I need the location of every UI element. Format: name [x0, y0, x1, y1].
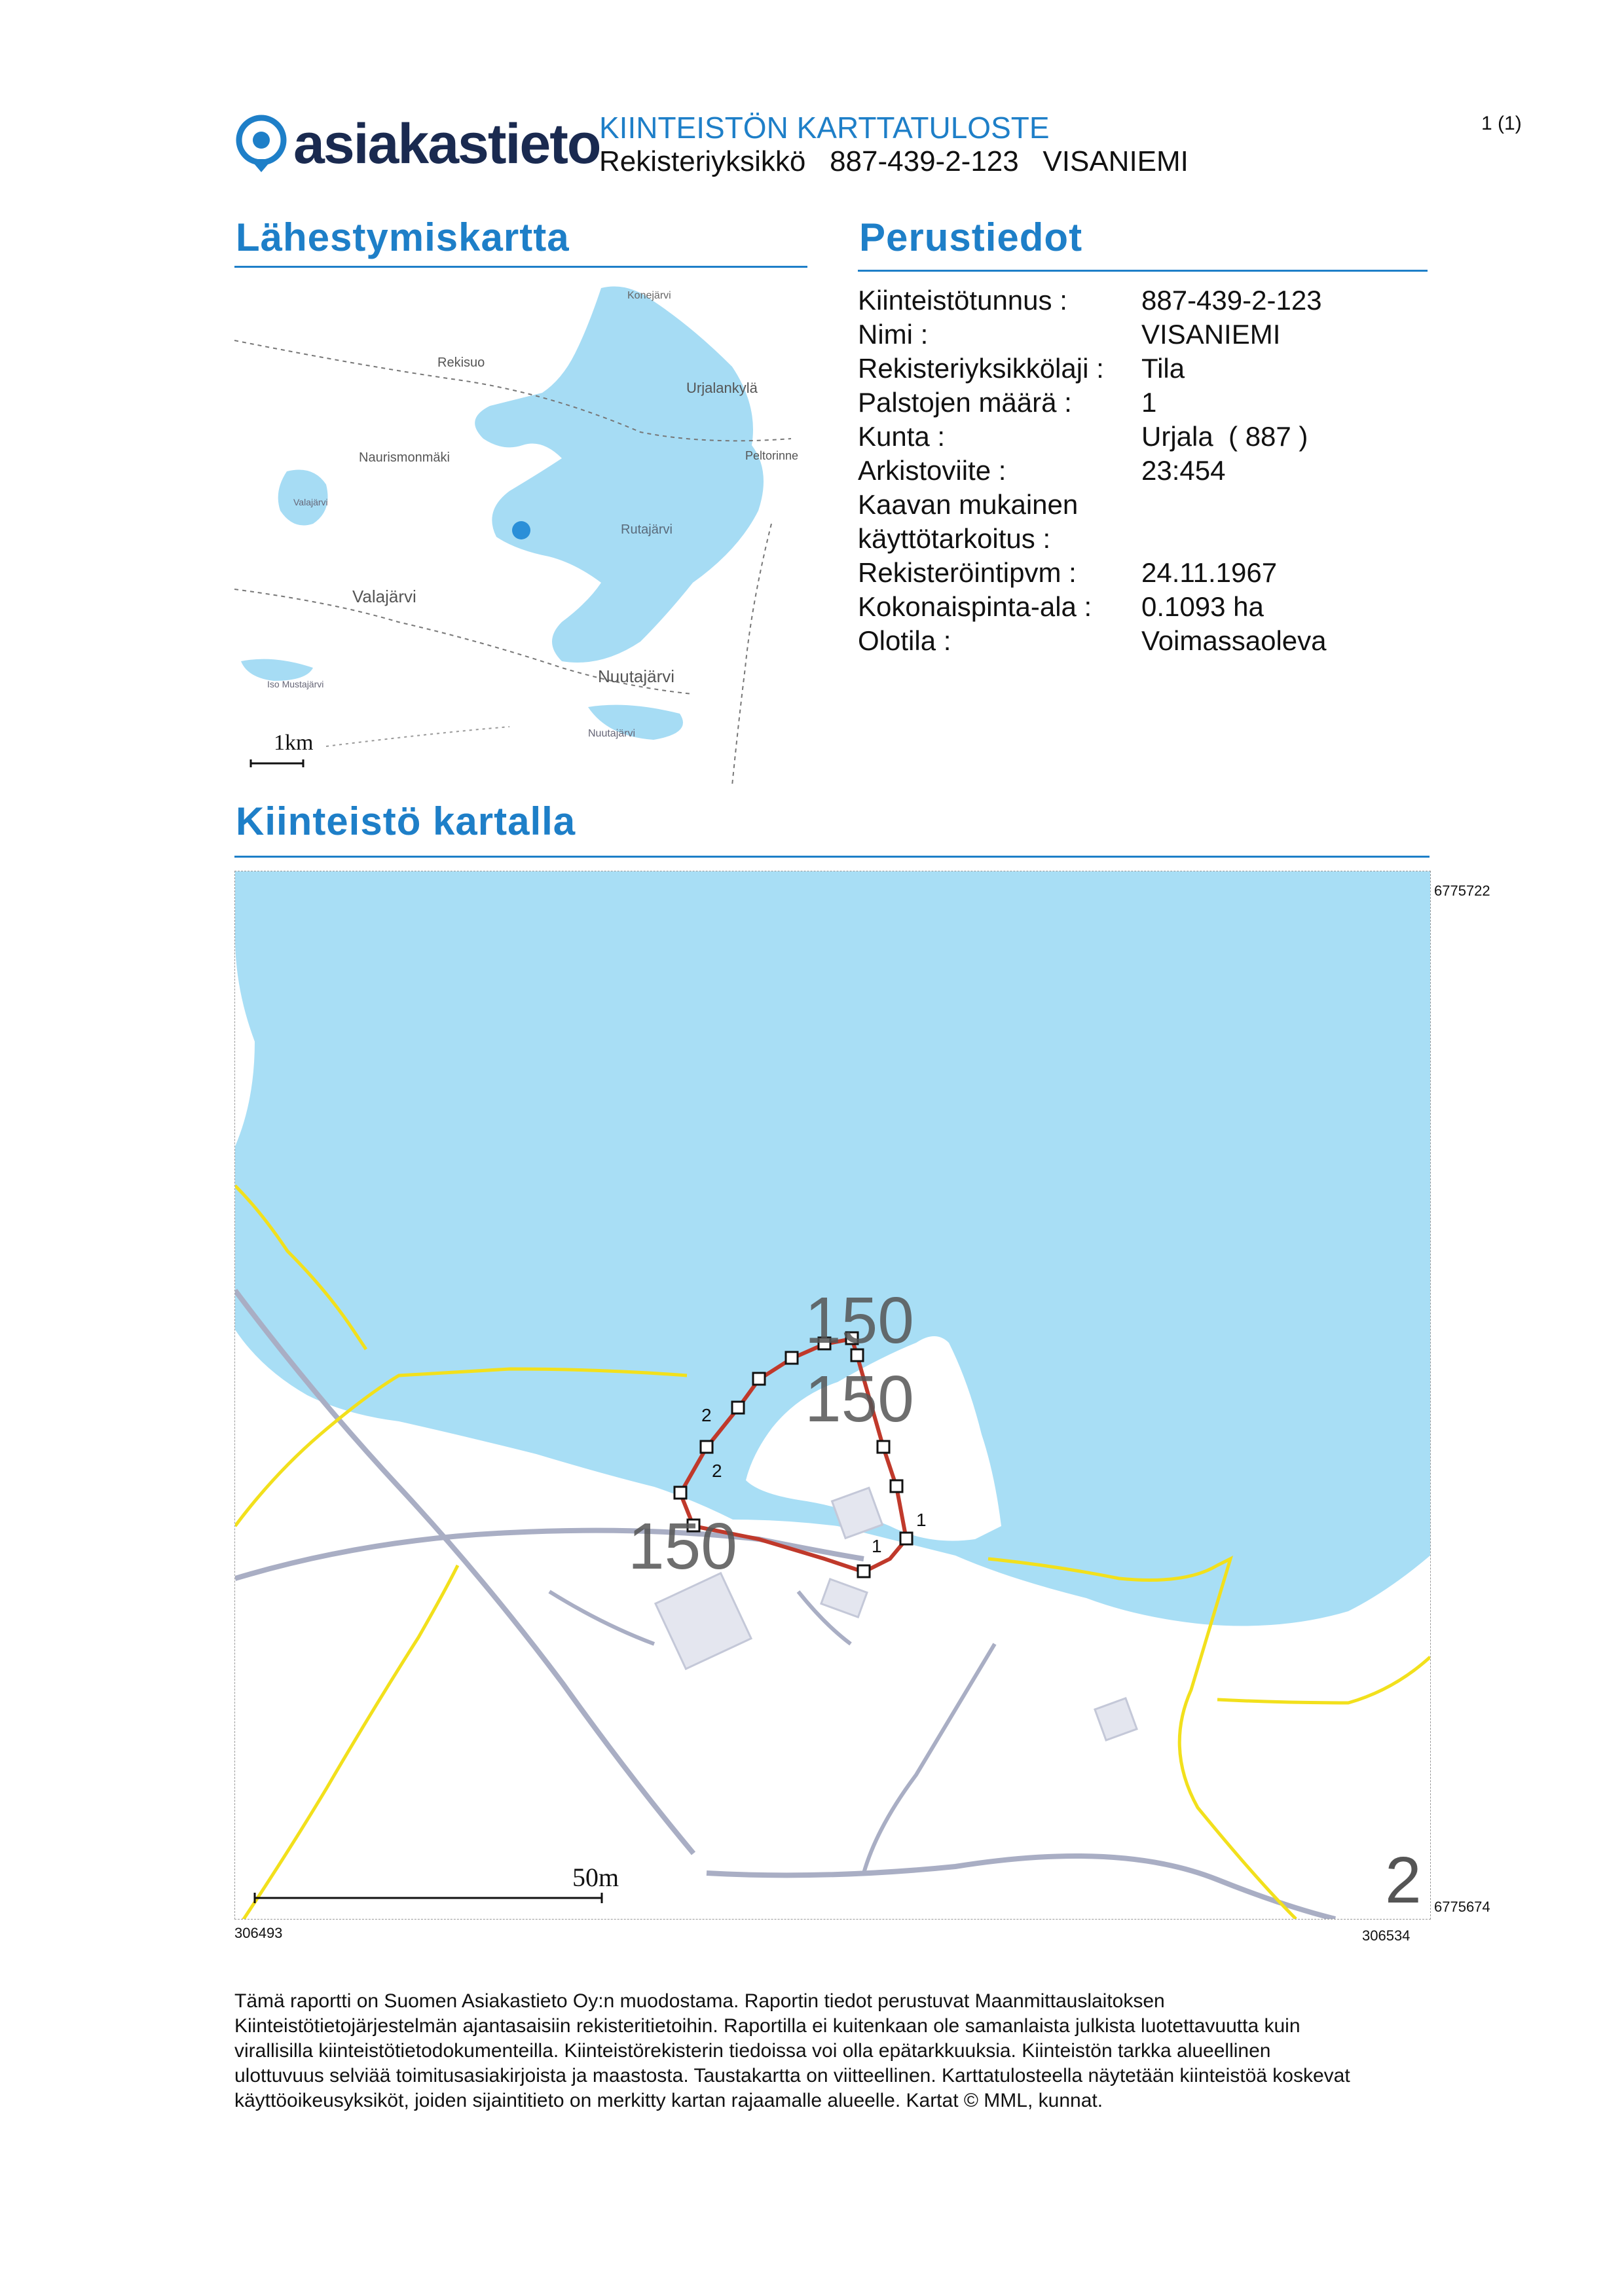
page-number: 1 (1) [1481, 113, 1522, 134]
location-pin-icon [236, 115, 287, 173]
boundary-point-label: 1 [916, 1510, 927, 1530]
coordinate-bottom-right-x: 306534 [1362, 1927, 1411, 1944]
info-value: Urjala ( 887 ) [1141, 421, 1308, 452]
info-value: 1 [1141, 387, 1157, 418]
disclaimer-line: virallisilla kiinteistötietodokumenteilla. Kiinteistörekisterin tiedoissa voi olla epätarkkuuksia. Kiinteistön tarkka alueellinen [234, 2040, 1271, 2062]
area-number-label: 2 [1385, 1844, 1422, 1917]
place-label: Peltorinne [745, 449, 799, 462]
parcel-number-label: 150 [805, 1362, 914, 1436]
place-label: Urjalankylä [686, 380, 758, 396]
coordinate-top-right: 6775722 [1434, 883, 1490, 899]
property-map-rule [234, 856, 1430, 858]
info-label: Rekisteröintipvm : [858, 557, 1077, 588]
approach-scale-bar [251, 759, 303, 767]
place-label: Rutajärvi [621, 522, 673, 537]
info-value: 23:454 [1141, 455, 1226, 486]
boundary-point-label: 2 [701, 1405, 712, 1425]
approach-map-graphic [234, 275, 811, 786]
info-label: Kunta : [858, 421, 946, 452]
info-value: Tila [1141, 353, 1185, 384]
document-subtitle: Rekisteriyksikkö 887-439-2-123 VISANIEMI [599, 145, 1189, 177]
property-map-graphic [235, 871, 1430, 1919]
property-map [234, 871, 1431, 1920]
property-map-heading: Kiinteistö kartalla [236, 799, 576, 843]
info-label: Nimi : [858, 319, 929, 350]
info-label: Palstojen määrä : [858, 387, 1072, 418]
property-location-marker [512, 521, 530, 539]
parcel-number-label: 150 [805, 1284, 914, 1357]
place-label: Naurismonmäki [359, 450, 450, 465]
disclaimer-line: Kiinteistötietojärjestelmän ajantasaisiin rekisteritietoihin. Raportilla ei kuitenkaan ole samanlaista julkista luotettavuutta kuin [234, 2015, 1301, 2037]
basic-info-heading: Perustiedot [859, 215, 1083, 259]
property-scale-bar [255, 1893, 602, 1903]
coordinate-bottom-left: 306493 [234, 1925, 283, 1941]
parcel-number-label: 150 [628, 1510, 737, 1583]
info-value: Voimassaoleva [1141, 625, 1327, 656]
info-value: 24.11.1967 [1141, 557, 1278, 588]
coordinate-bottom-right: 6775674 [1434, 1899, 1490, 1915]
logo-text: asiakastieto [293, 112, 600, 175]
approach-map [234, 275, 811, 786]
boundary-point-label: 1 [872, 1536, 882, 1556]
boundary-point-label: 2 [712, 1461, 722, 1481]
place-label: Nuutajärvi [598, 666, 675, 686]
info-label: käyttötarkoitus : [858, 523, 1051, 554]
info-value: VISANIEMI [1141, 319, 1281, 350]
disclaimer-line: ulottuvuus selviää toimitusasiakirjoista ja maastosta. Taustakartta on viitteellinen. Karttatulosteella näytetään kiinteistöä koskevat [234, 2065, 1350, 2086]
place-label: Nuutajärvi [588, 728, 636, 739]
approach-scale-label: 1km [274, 731, 314, 755]
property-scale-label: 50m [572, 1863, 619, 1892]
info-label: Arkistoviite : [858, 455, 1006, 486]
info-label: Kokonaispinta-ala : [858, 591, 1092, 622]
disclaimer-line: käyttöoikeusyksiköt, joiden sijaintitieto on merkitty kartan rajaamalle alueelle. Kartat © MML, kunnat. [234, 2090, 1103, 2111]
approach-map-heading: Lähestymiskartta [236, 215, 570, 259]
info-label: Rekisteriyksikkölaji : [858, 353, 1104, 384]
place-label: Konejärvi [627, 290, 671, 301]
place-label: Valajärvi [293, 497, 328, 507]
place-label: Valajärvi [352, 587, 416, 606]
company-logo [236, 111, 600, 177]
document-title: KIINTEISTÖN KARTTATULOSTE [599, 111, 1050, 145]
info-label: Olotila : [858, 625, 951, 656]
info-label: Kaavan mukainen [858, 489, 1079, 520]
approach-map-rule [234, 266, 807, 268]
basic-info-rule [858, 270, 1428, 272]
place-label: Iso Mustajärvi [267, 679, 324, 689]
info-value: 887-439-2-123 [1141, 285, 1322, 316]
info-label: Kiinteistötunnus : [858, 285, 1067, 316]
info-value: 0.1093 ha [1141, 591, 1264, 622]
disclaimer-line: Tämä raportti on Suomen Asiakastieto Oy:n muodostama. Raportin tiedot perustuvat Maanmittauslaitoksen [234, 1990, 1165, 2012]
place-label: Rekisuo [437, 355, 485, 370]
